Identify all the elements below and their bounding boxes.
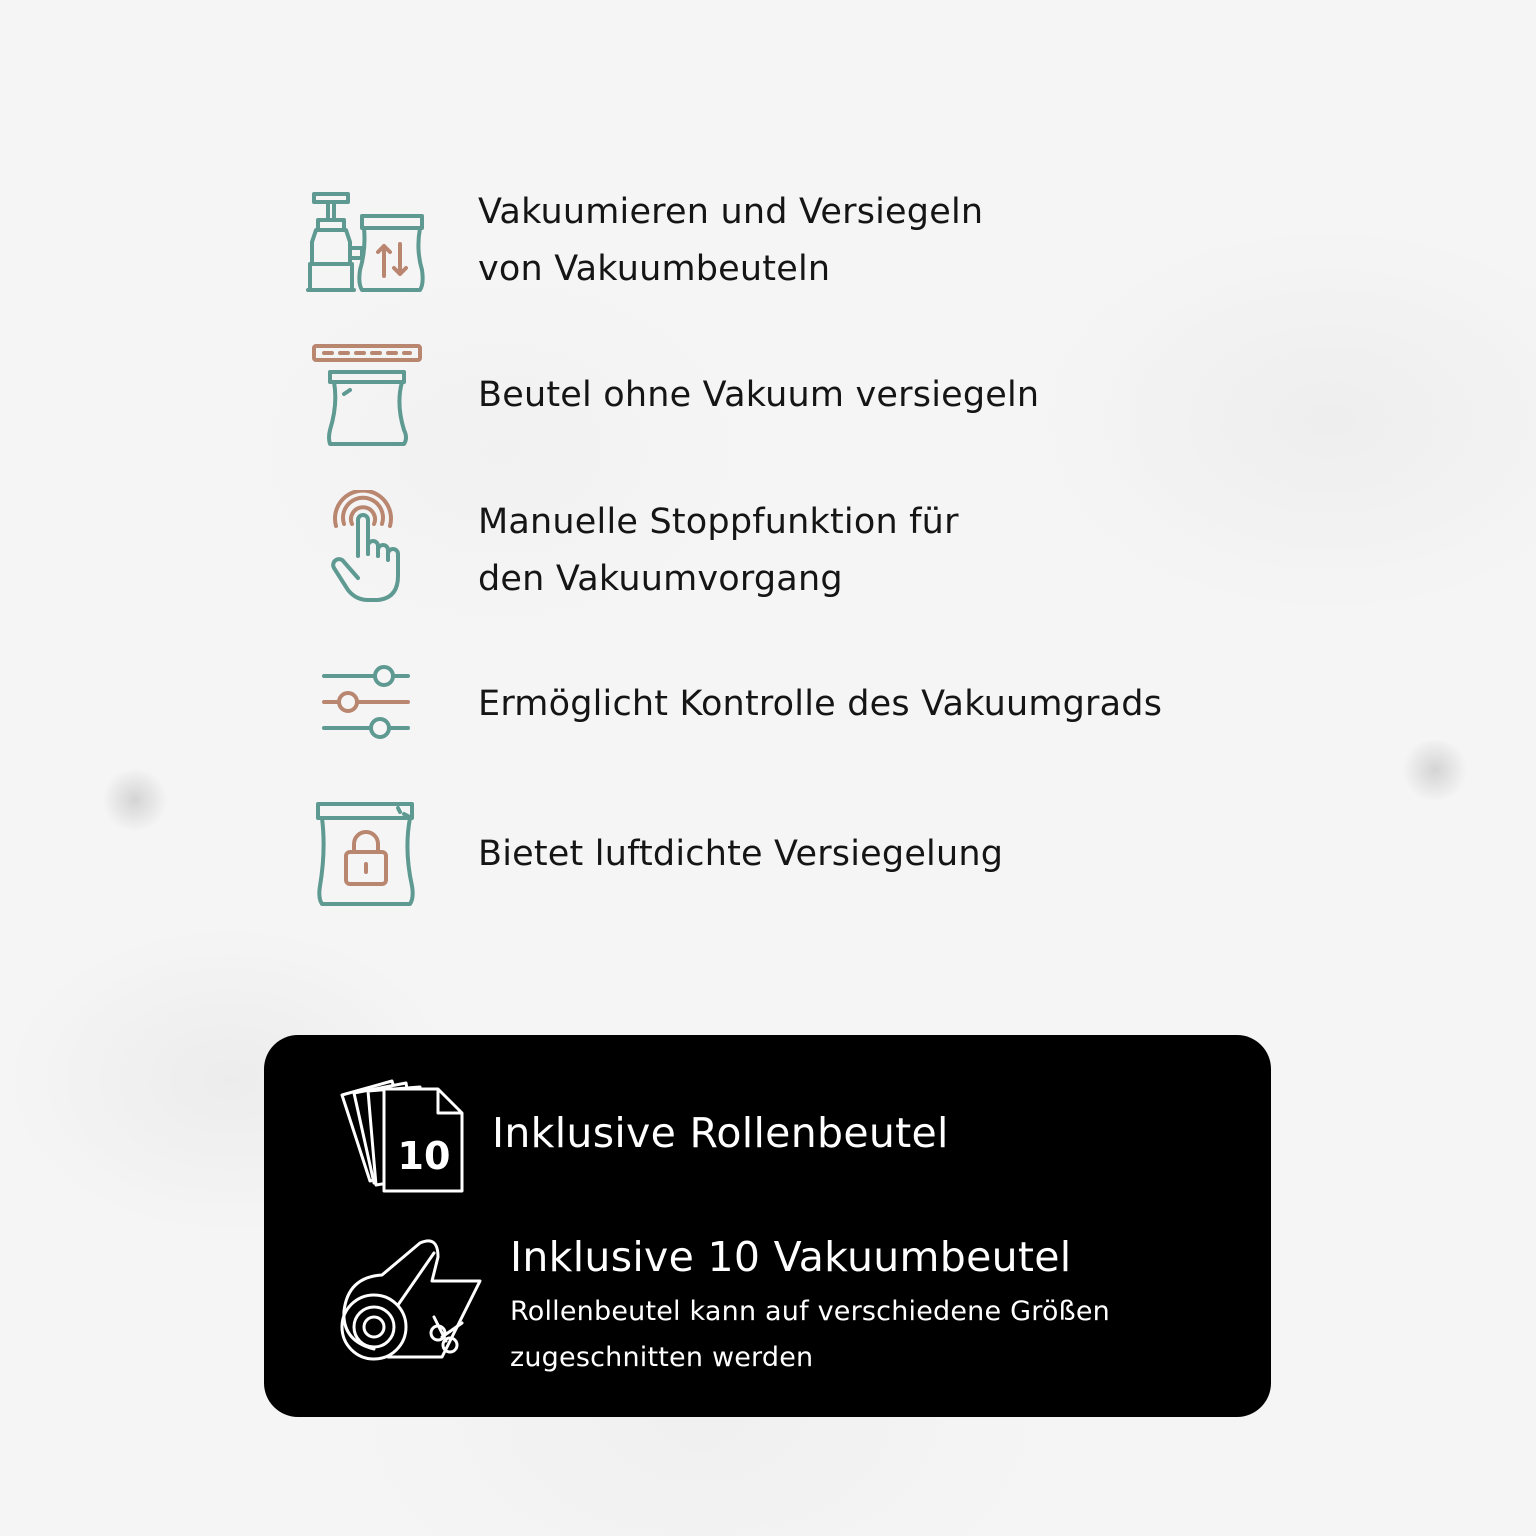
locked-bag-icon (300, 790, 432, 922)
sliders-icon (300, 640, 432, 772)
bag-count-label: 10 (397, 1134, 451, 1178)
feature-text (478, 367, 1039, 424)
included-items-panel (264, 1035, 1271, 1417)
included-roll-title: Inklusive 10 Vakuumbeutel (510, 1233, 1072, 1281)
feature-vacuum-control (300, 640, 1300, 770)
stacked-bags-icon (334, 1073, 466, 1195)
roll-scissors-icon (338, 1237, 484, 1367)
feature-text (478, 494, 959, 608)
vacuum-pump-bag-icon (300, 180, 432, 312)
feature-line: Vakuumieren und Versiegeln (478, 192, 984, 232)
included-bags-title: Inklusive Rollenbeutel (492, 1109, 949, 1157)
feature-vacuum-seal (300, 180, 1300, 312)
background-marble-spot (1400, 740, 1470, 800)
description-line: zugeschnitten werden (510, 1342, 814, 1373)
feature-text (478, 826, 1003, 883)
feature-line: den Vakuumvorgang (478, 559, 843, 599)
feature-airtight (300, 790, 1300, 920)
feature-text (478, 676, 1162, 733)
hand-touch-icon (300, 490, 432, 622)
description-line: Rollenbeutel kann auf verschiedene Größen (510, 1296, 1110, 1327)
included-roll-description (510, 1289, 1110, 1381)
feature-line: von Vakuumbeuteln (478, 249, 831, 289)
feature-line: Manuelle Stoppfunktion für (478, 502, 959, 542)
feature-manual-stop (300, 490, 1300, 610)
feature-line: Bietet luftdichte Versiegelung (478, 834, 1004, 874)
feature-line: Beutel ohne Vakuum versiegeln (478, 375, 1040, 415)
feature-line: Ermöglicht Kontrolle des Vakuumgrads (478, 684, 1163, 724)
background-marble-spot (100, 770, 170, 830)
seal-bar-bag-icon (300, 338, 432, 470)
feature-text (478, 184, 983, 298)
feature-seal-only (300, 338, 1300, 458)
